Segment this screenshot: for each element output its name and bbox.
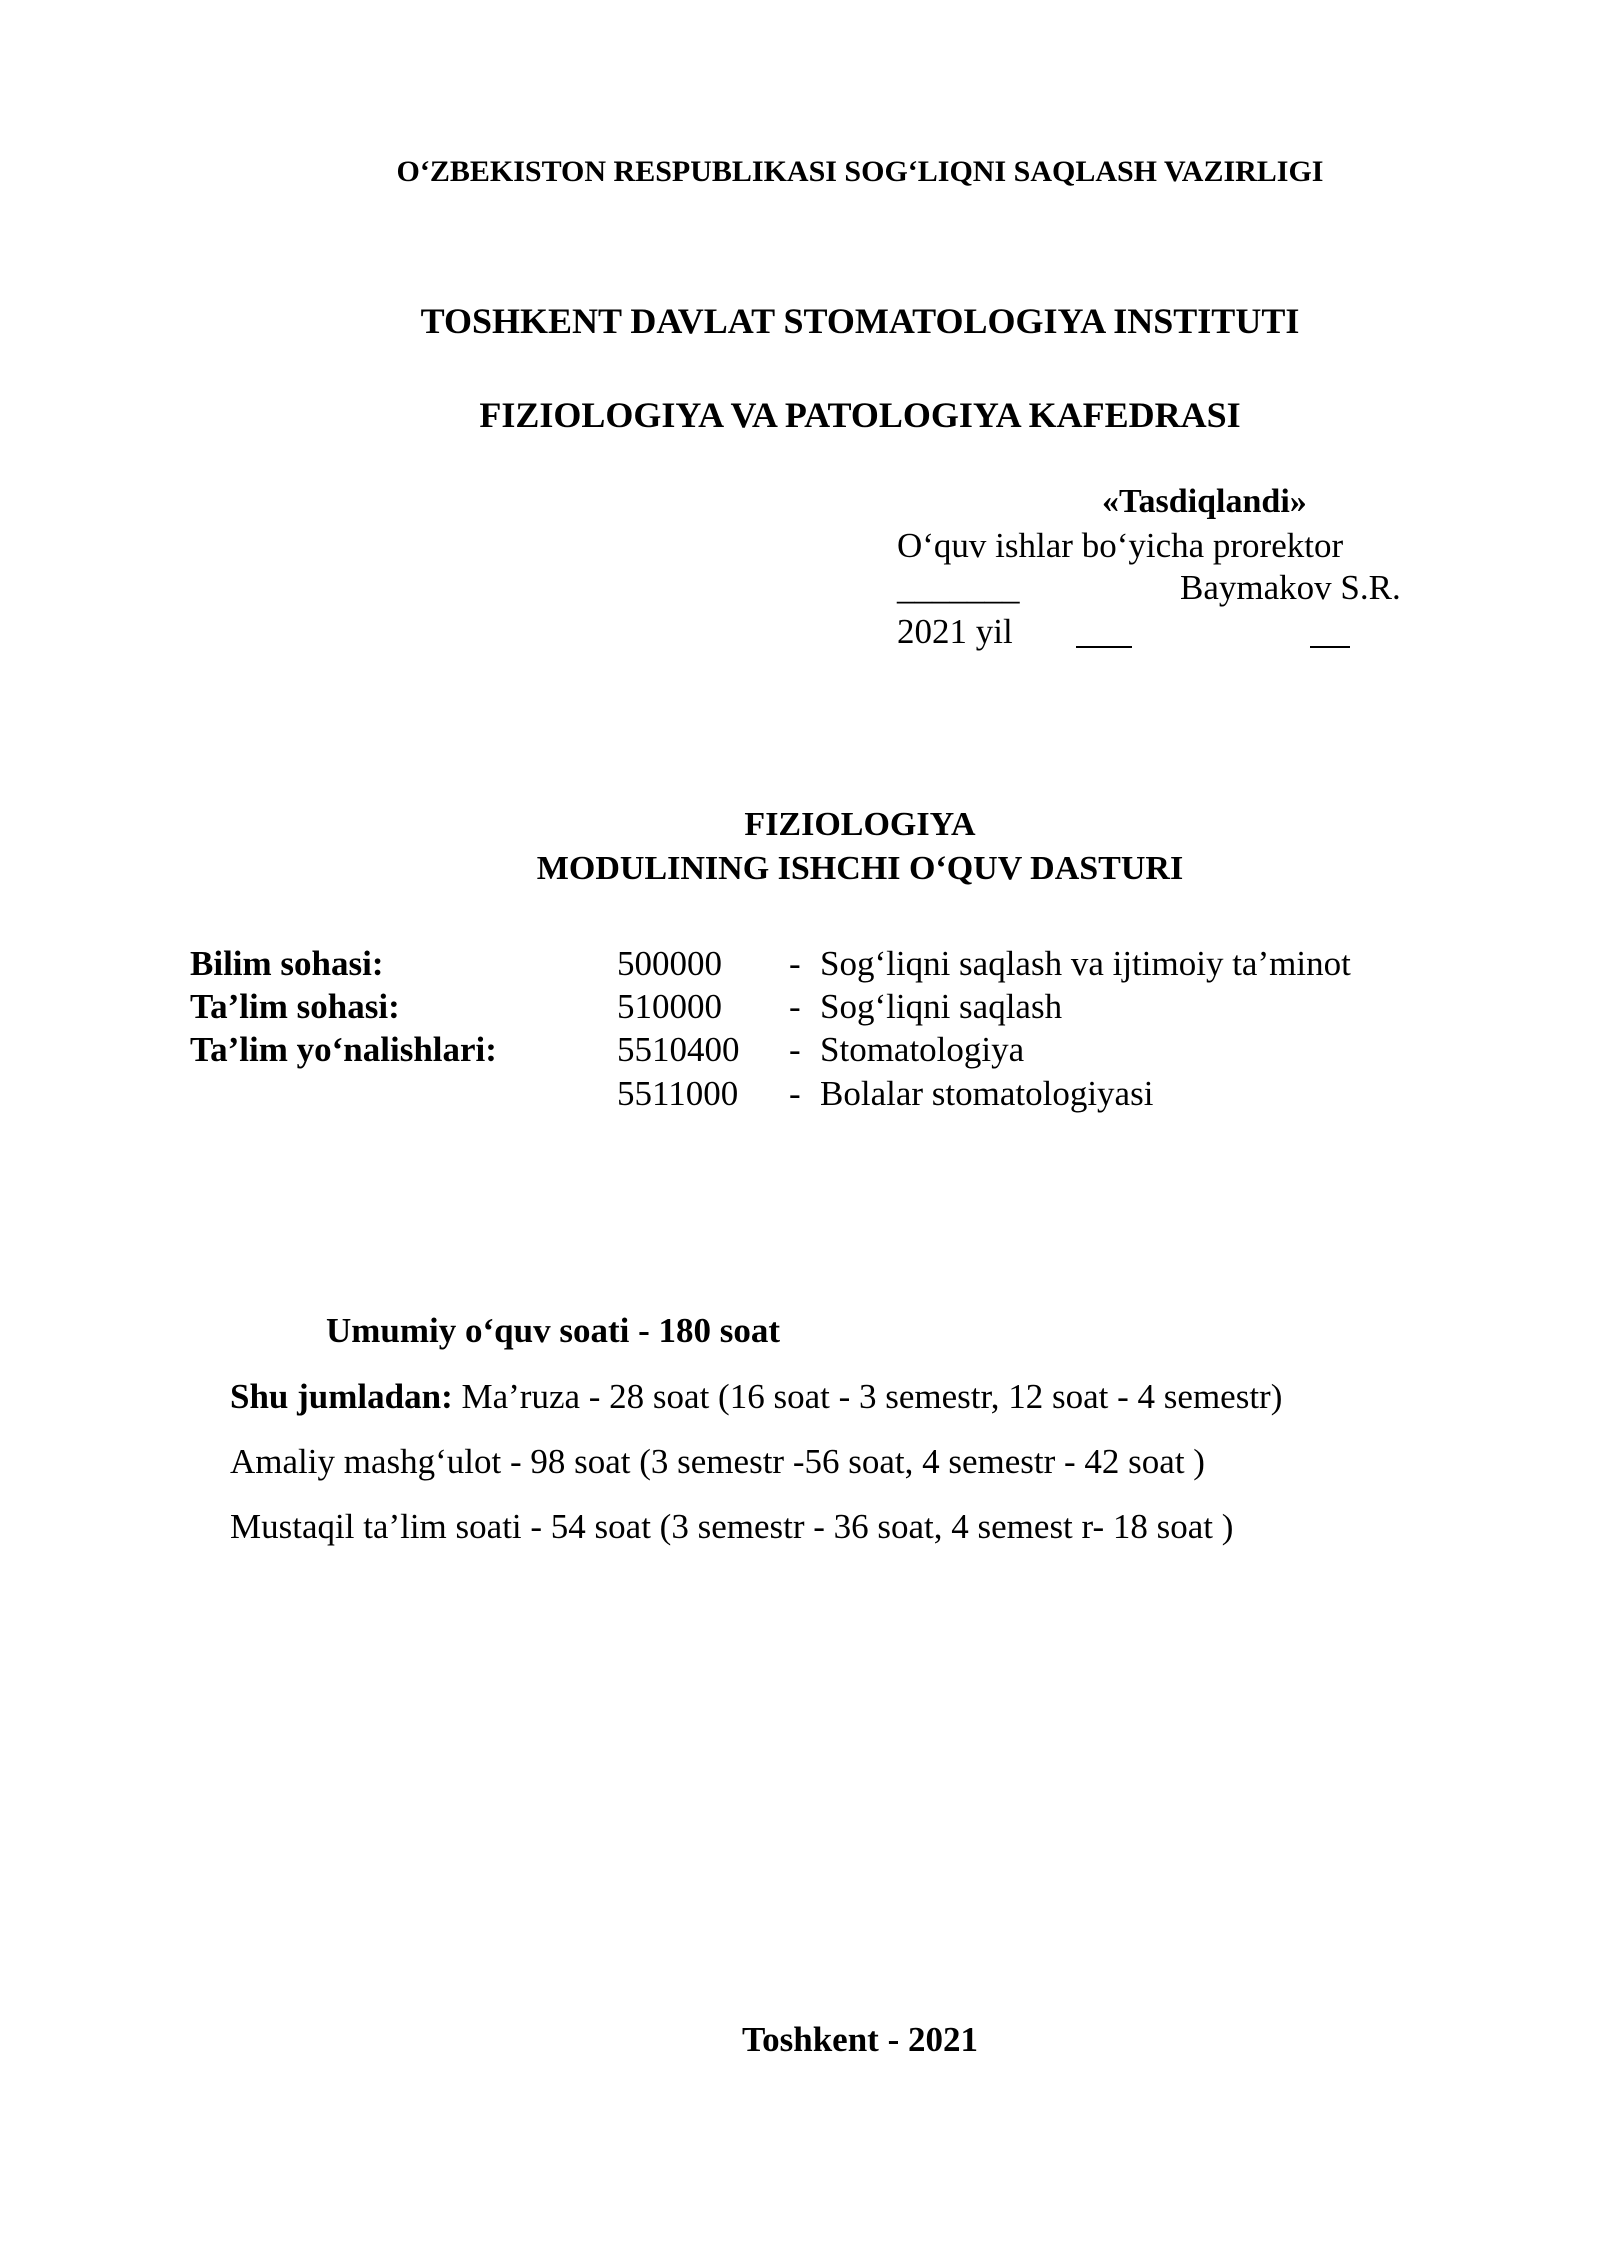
field-code: 500000	[617, 944, 722, 983]
field-code: 5510400	[617, 1030, 740, 1069]
signature-blank: _______	[897, 568, 1020, 607]
field-dash: -	[789, 987, 801, 1026]
field-dash: -	[789, 1074, 801, 1113]
approver-name: Baymakov S.R.	[1180, 568, 1401, 607]
lectures-line	[230, 1379, 1282, 1414]
field-row	[0, 1074, 1600, 1114]
ministry-heading: O‘ZBEKISTON RESPUBLIKASI SOG‘LIQNI SAQLASH VAZIRLIGI	[396, 155, 1324, 188]
practical-hours: Amaliy mashg‘ulot - 98 soat (3 semestr -56 soat, 4 semestr - 42 soat )	[230, 1442, 1205, 1481]
field-row	[0, 944, 1600, 984]
independent-hours: Mustaqil ta’lim soati - 54 soat (3 semestr - 36 soat, 4 semest r- 18 soat )	[230, 1507, 1234, 1546]
approval-position: O‘quv ishlar bo‘yicha prorektor	[897, 526, 1344, 565]
field-dash: -	[789, 1030, 801, 1069]
field-row	[0, 987, 1600, 1027]
doc-title-line1: FIZIOLOGIYA	[744, 806, 976, 843]
including-label: Shu jumladan:	[230, 1377, 453, 1416]
field-description: Sog‘liqni saqlash	[820, 987, 1063, 1026]
field-description: Sog‘liqni saqlash va ijtimoiy ta’minot	[820, 944, 1351, 983]
field-dash: -	[789, 944, 801, 983]
institute-heading: TOSHKENT DAVLAT STOMATOLOGIYA INSTITUTI	[420, 301, 1300, 341]
field-label: Bilim sohasi:	[190, 944, 384, 983]
total-hours: Umumiy o‘quv soati - 180 soat	[326, 1311, 781, 1350]
lectures-hours: Ma’ruza - 28 soat (16 soat - 3 semestr, 12 soat - 4 semestr)	[461, 1377, 1283, 1416]
date-month-blank	[1310, 646, 1350, 648]
department-heading: FIZIOLOGIYA VA PATOLOGIYA KAFEDRASI	[479, 395, 1241, 435]
field-code: 510000	[617, 987, 722, 1026]
doc-title-line2: MODULINING ISHCHI O‘QUV DASTURI	[536, 850, 1184, 887]
field-description: Bolalar stomatologiyasi	[820, 1074, 1154, 1113]
field-description: Stomatologiya	[820, 1030, 1025, 1069]
field-label: Ta’lim yo‘nalishlari:	[190, 1030, 497, 1069]
field-label: Ta’lim sohasi:	[190, 987, 400, 1026]
field-row	[0, 1030, 1600, 1070]
place-year: Toshkent - 2021	[742, 2020, 978, 2059]
field-code: 5511000	[617, 1074, 739, 1113]
approval-year: 2021 yil	[897, 612, 1013, 651]
date-day-blank	[1076, 646, 1132, 648]
approval-title: «Tasdiqlandi»	[1102, 483, 1307, 520]
